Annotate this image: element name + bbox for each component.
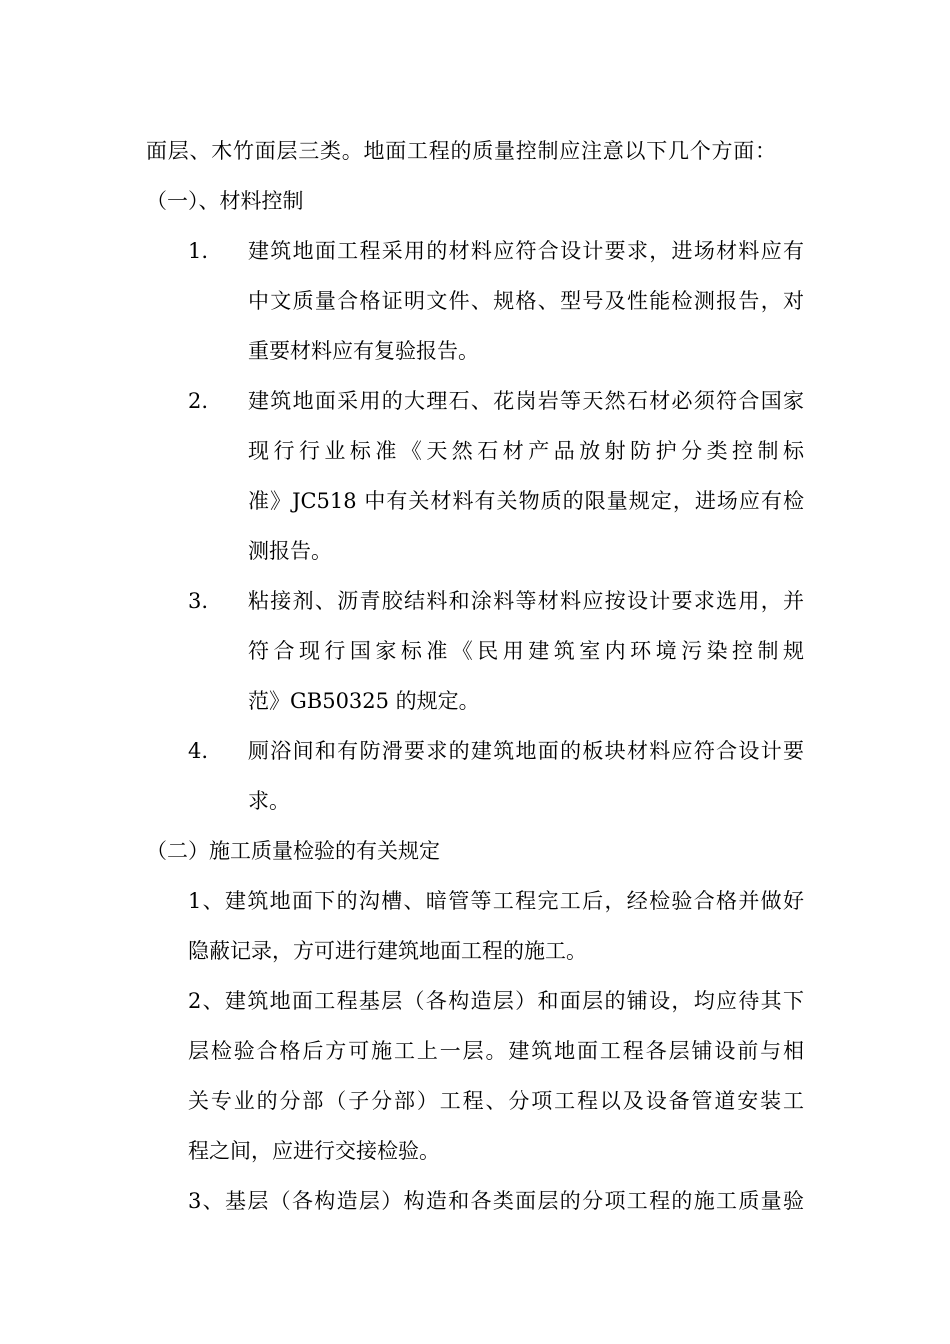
item3-line3: 范》GB50325 的规定。 <box>248 689 480 713</box>
item1-number: 1. <box>188 239 209 263</box>
item4-line1: 厕浴间和有防滑要求的建筑地面的板块材料应符合设计要 <box>248 739 804 763</box>
para2-line3: 关专业的分部（子分部）工程、分项工程以及设备管道安装工 <box>188 1089 804 1113</box>
item3-number: 3. <box>188 589 209 613</box>
para2-line2: 层检验合格后方可施工上一层。建筑地面工程各层铺设前与相 <box>188 1039 804 1063</box>
item1-line2: 中文质量合格证明文件、规格、型号及性能检测报告，对 <box>248 289 804 313</box>
section1-heading: （一）、材料控制 <box>146 189 304 213</box>
item2-line4: 测报告。 <box>248 539 332 563</box>
item2-number: 2. <box>188 389 209 413</box>
item2-line2: 现行行业标准《天然石材产品放射防护分类控制标 <box>248 439 804 463</box>
item4-line2: 求。 <box>248 789 290 813</box>
item4-number: 4. <box>188 739 209 763</box>
para2-line4: 程之间，应进行交接检验。 <box>188 1139 440 1163</box>
para2-line1: 2、建筑地面工程基层（各构造层）和面层的铺设，均应待其下 <box>188 989 804 1013</box>
para1-line2: 隐蔽记录，方可进行建筑地面工程的施工。 <box>188 939 587 963</box>
para3-line1: 3、基层（各构造层）构造和各类面层的分项工程的施工质量验 <box>188 1189 804 1213</box>
para1-line1: 1、建筑地面下的沟槽、暗管等工程完工后，经检验合格并做好 <box>188 889 804 913</box>
item3-line1: 粘接剂、沥青胶结料和涂料等材料应按设计要求选用，并 <box>248 589 804 613</box>
item1-line1: 建筑地面工程采用的材料应符合设计要求，进场材料应有 <box>248 239 804 263</box>
section2-heading: （二）施工质量检验的有关规定 <box>146 839 440 863</box>
item2-line1: 建筑地面采用的大理石、花岗岩等天然石材必须符合国家 <box>248 389 804 413</box>
item3-line2: 符合现行国家标准《民用建筑室内环境污染控制规 <box>248 639 804 663</box>
intro-line: 面层、木竹面层三类。地面工程的质量控制应注意以下几个方面： <box>146 139 776 163</box>
item2-line3: 准》JC518 中有关材料有关物质的限量规定，进场应有检 <box>248 489 804 513</box>
item1-line3: 重要材料应有复验报告。 <box>248 339 479 363</box>
